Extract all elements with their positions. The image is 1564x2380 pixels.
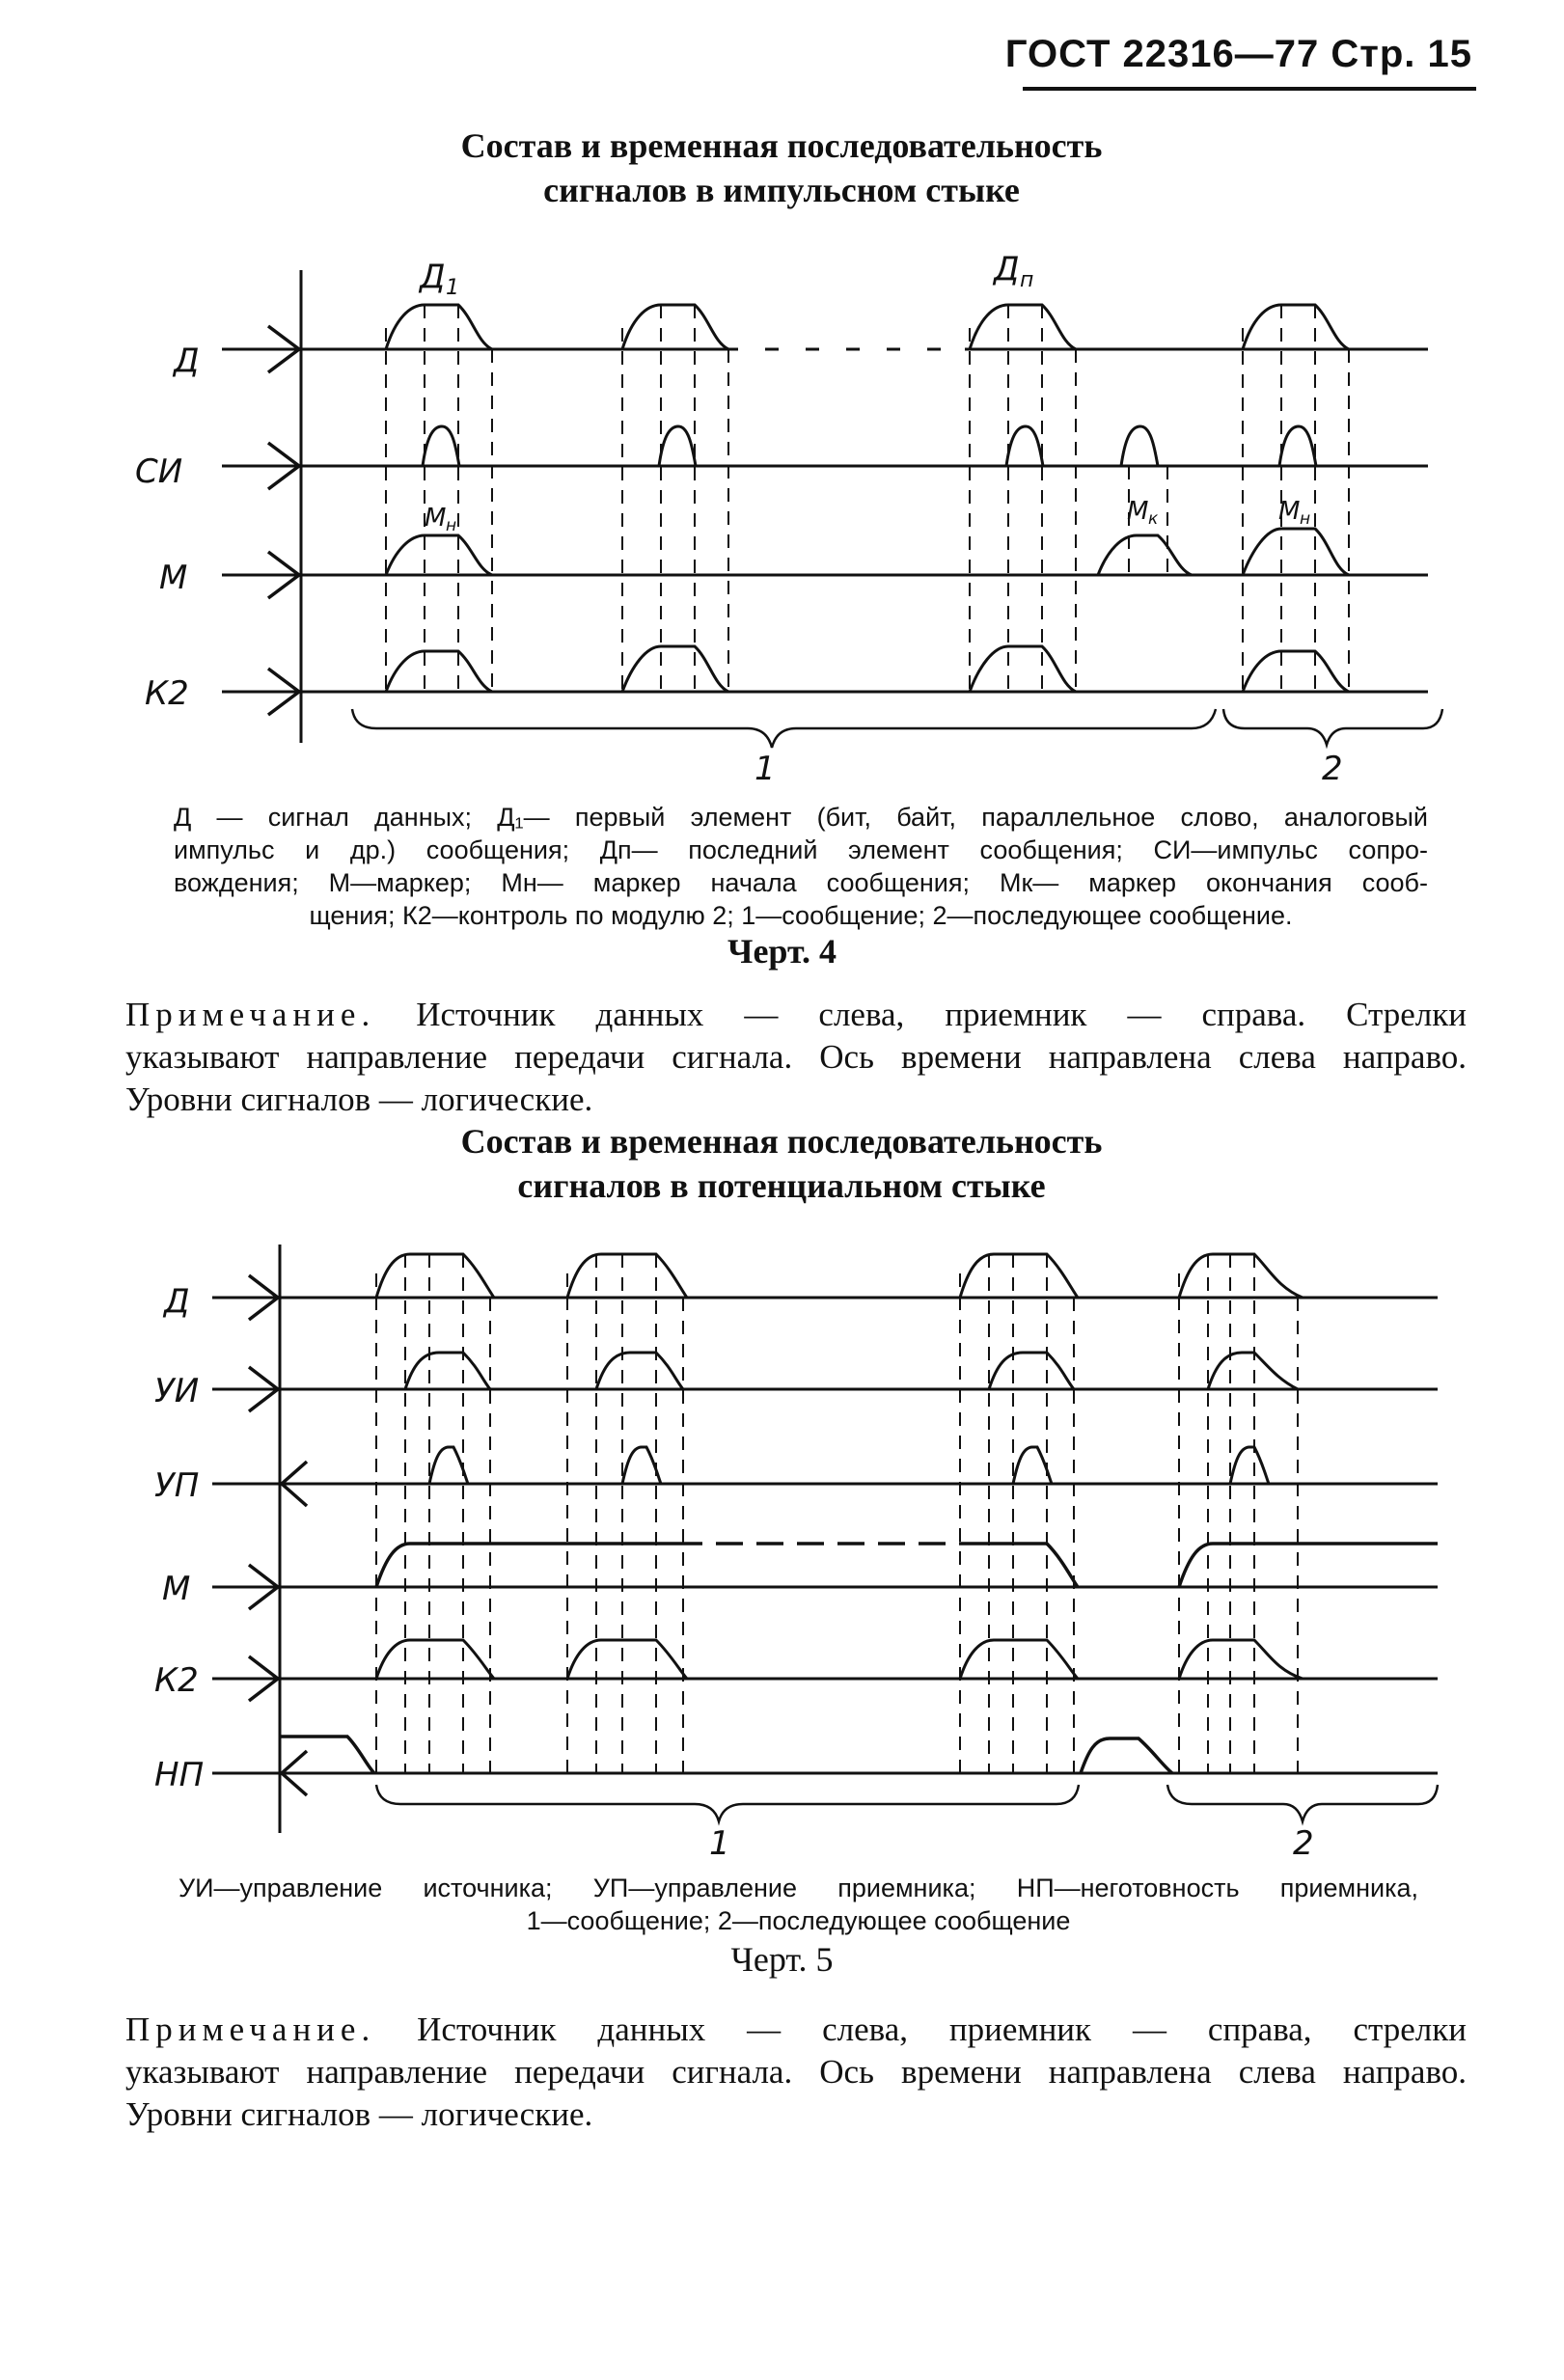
fig5-signal-label-m: М [162,1570,191,1608]
fig4-label-mn: М [425,504,447,533]
fig5-up-pulses [429,1447,1269,1484]
fig5-brace-label-2: 2 [1293,1824,1314,1863]
fig4-label-mk: М [1127,497,1149,526]
fig4-label-d1-sub: 1 [446,276,459,300]
fig5-signal-label-up: УП [154,1466,200,1505]
fig4-number: Черт. 4 [727,932,837,971]
fig4-brace-label-2: 2 [1322,750,1343,788]
fig4-label-mn-sub: н [446,516,457,535]
fig5-np-pulses [280,1737,1172,1773]
fig5-note-line: Уровни сигналов — логические. [125,2095,593,2133]
fig4-label-dn: Д [994,250,1020,288]
fig4-signal-label-m: М [159,559,188,597]
fig4-title-line2: сигналов в импульсном стыке [543,171,1020,209]
fig4-caption-line: щения; К2—контроль по модулю 2; 1—сообщение; 2—последующее сообщение. [309,901,1293,930]
fig4-label-mk-sub: к [1148,509,1159,529]
fig5-caption-line: 1—сообщение; 2—последующее сообщение [526,1906,1071,1935]
fig4-signal-label-si: СИ [135,452,183,491]
fig4-caption-line: Д — сигнал данных; Д₁— первый элемент (бит, байт, параллельное слово, аналоговый [174,803,1428,832]
fig5-title-line2: сигналов в потенциальном стыке [517,1166,1046,1205]
fig5-k2-pulses [376,1640,1303,1679]
fig5-braces [376,1785,1438,1821]
fig4-label-mn2-sub: н [1300,509,1311,529]
fig5-note-line: Источник данных — слева, приемник — справа, стрелки [375,2011,1467,2048]
fig5-signal-label-d: Д [164,1282,190,1321]
fig5-note-line: указывают направление передачи сигнала. Ось времени направлена слева направо. [125,2053,1467,2091]
fig5-title-line1: Состав и временная последовательность [460,1122,1103,1161]
fig5-caption [178,1872,1418,1937]
fig4-caption-line: импульс и др.) сообщения; Дп— последний элемент сообщения; СИ—импульс сопро- [174,835,1428,864]
fig4-note-line: указывают направление передачи сигнала. Ось времени направлена слева направо. [125,1038,1467,1076]
fig5-brace-label-1: 1 [709,1824,730,1863]
fig4-signal-label-d: Д [174,342,200,380]
fig4-note-word: Примечание. [125,996,376,1033]
fig4-label-d1: Д [420,258,446,296]
fig4-label-mn2: М [1278,497,1301,526]
fig5-signal-label-np: НП [154,1756,205,1794]
fig5-note [125,2009,1467,2136]
fig5-dashed-verticals [376,1254,1298,1773]
fig4-label-dn-sub: п [1020,268,1034,292]
fig4-caption-line: вождения; М—маркер; Мн— маркер начала сообщения; Мк— маркер окончания сооб- [174,868,1428,897]
fig5-m-level [376,1544,1438,1587]
fig4-note-line: Уровни сигналов — логические. [125,1081,593,1118]
fig5-signal-label-ui: УИ [154,1372,200,1410]
fig4-signal-label-k2: К2 [145,674,189,713]
fig5-signal-label-k2: К2 [154,1661,199,1700]
fig5-arrows [249,1275,307,1795]
fig5-caption-line: УИ—управление источника; УП—управление приемника; НП—неготовность приемника, [178,1874,1418,1902]
fig5-ui-pulses [405,1353,1298,1389]
fig4-brace-label-1: 1 [755,750,776,788]
fig5-note-word: Примечание. [125,2011,376,2048]
fig4-title-line1: Состав и временная последовательность [460,126,1103,165]
fig5-number: Черт. 5 [730,1940,834,1979]
fig5-d-pulses [376,1254,1303,1298]
fig4-note-line: Источник данных — слева, приемник — справа. Стрелки [375,996,1467,1033]
page-header: ГОСТ 22316—77 Стр. 15 [1004,33,1472,75]
